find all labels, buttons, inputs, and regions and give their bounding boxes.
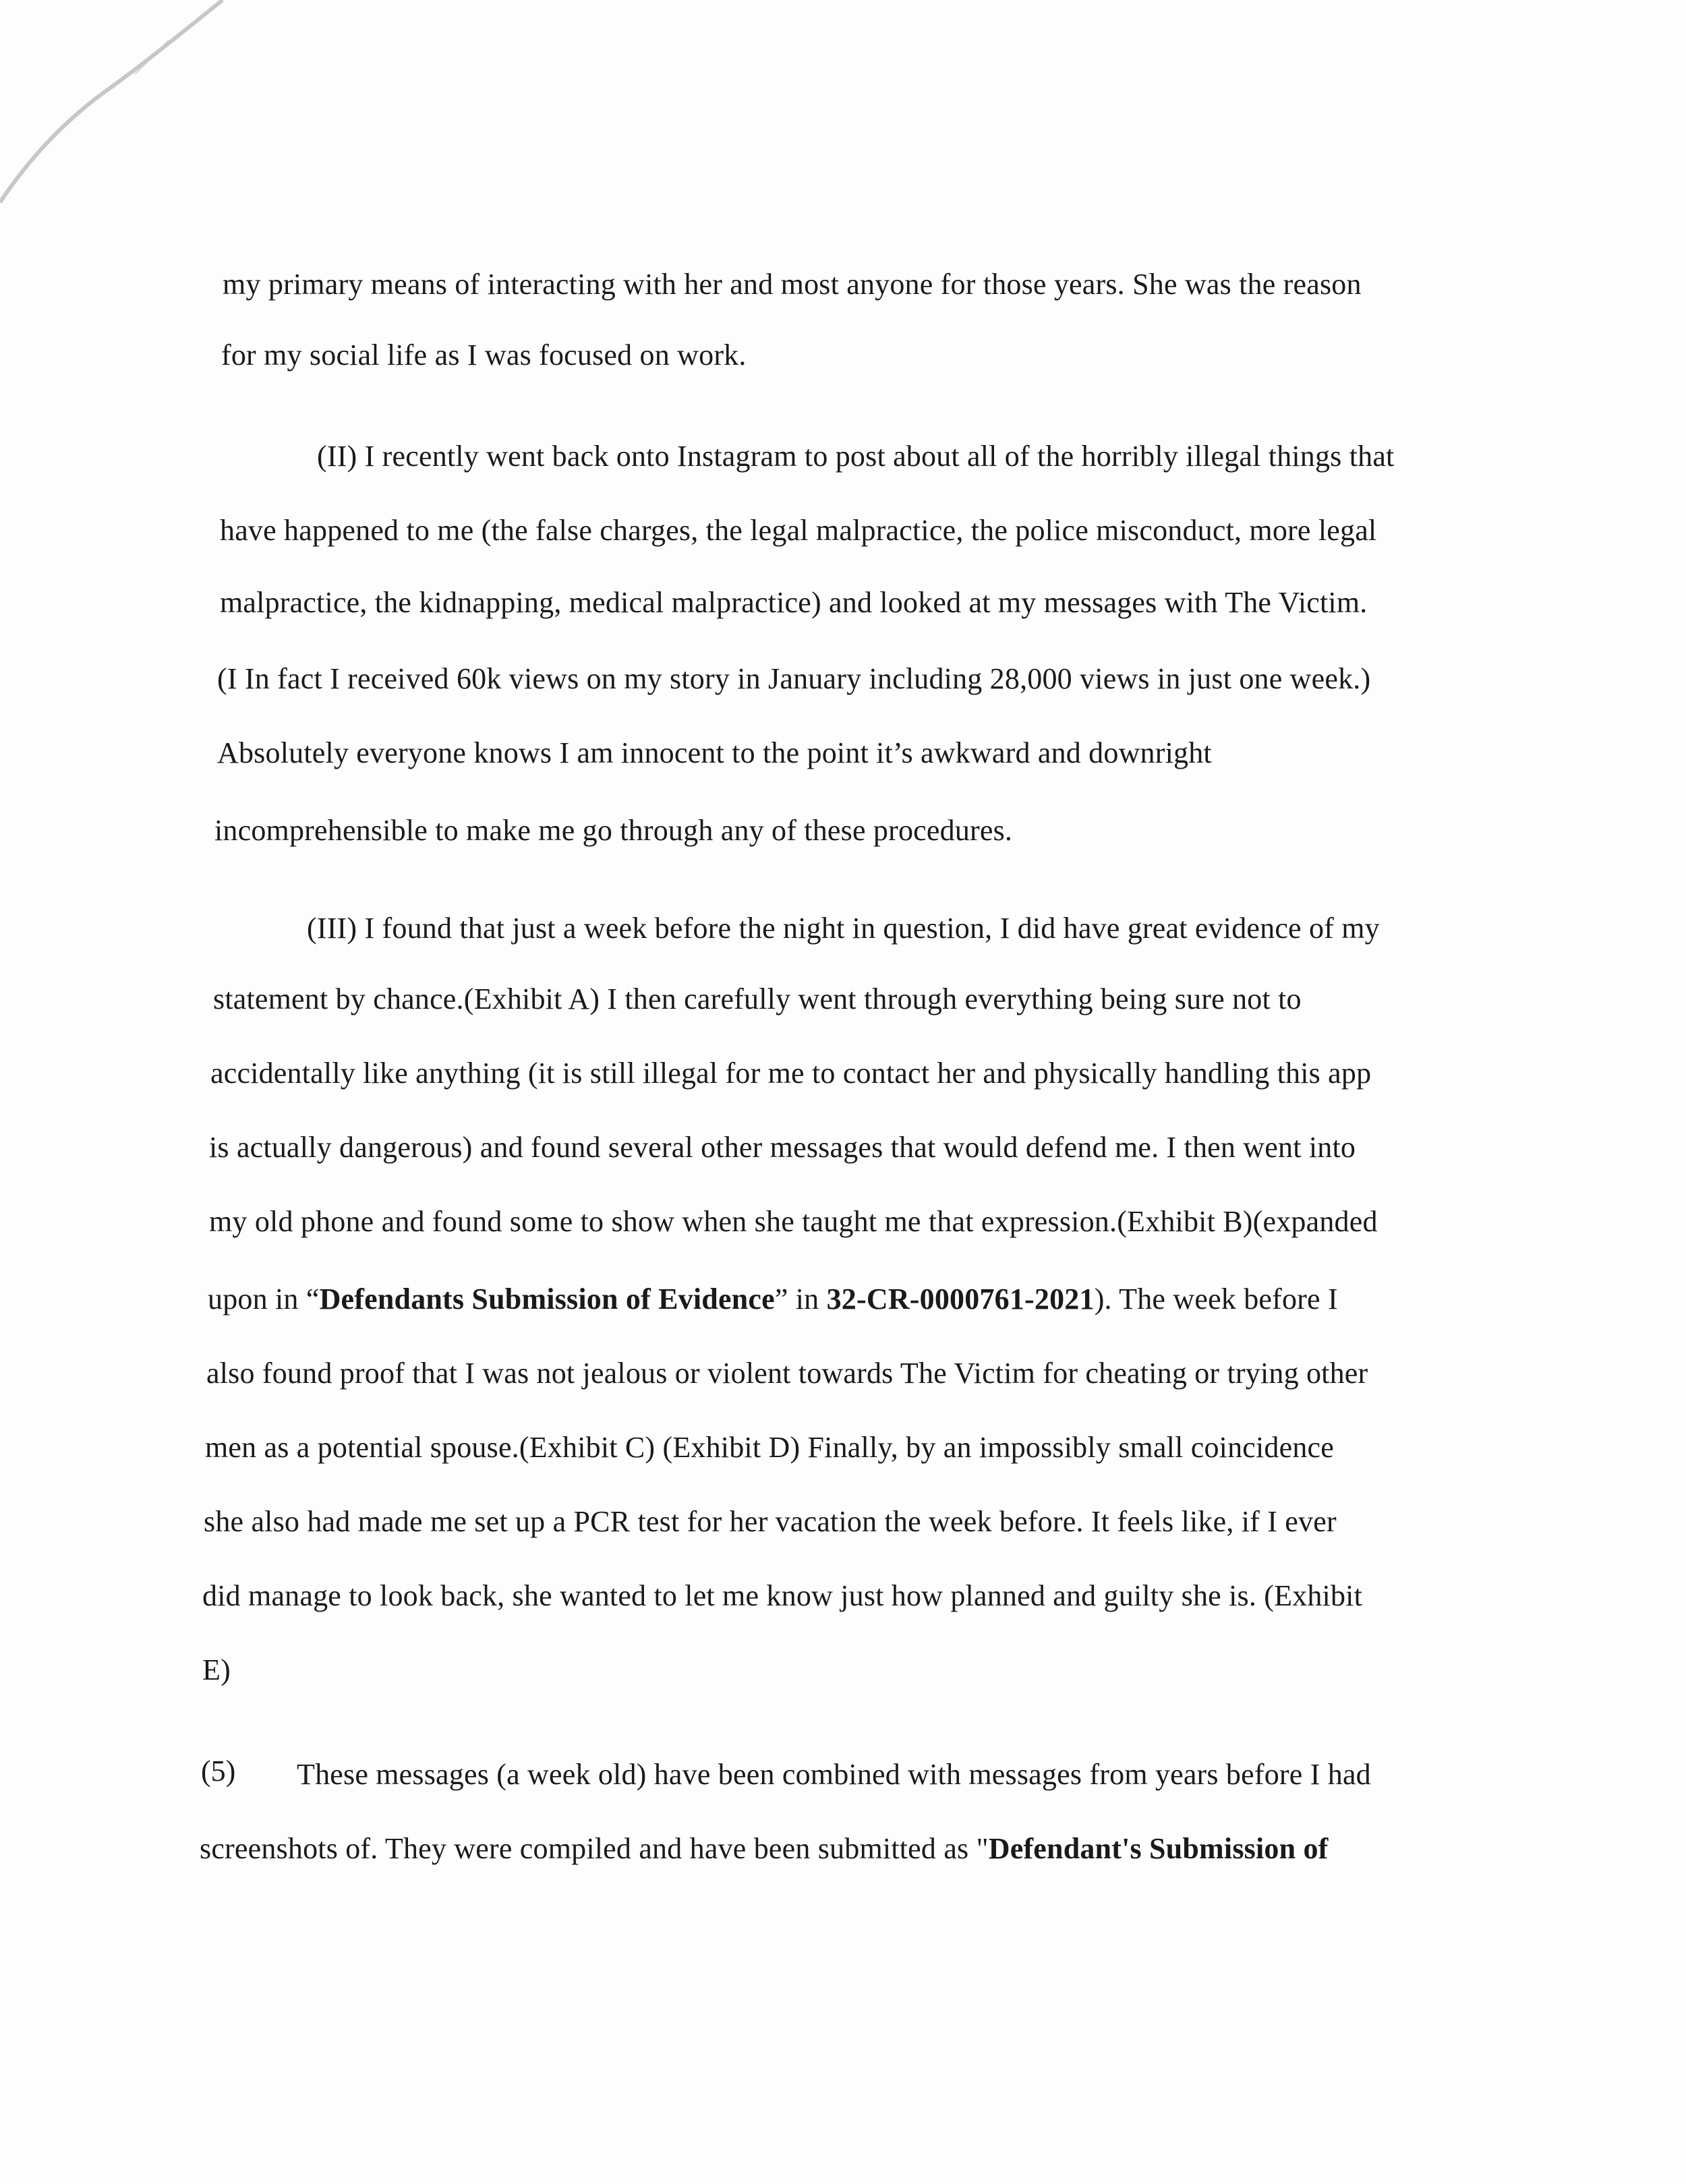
paragraph-II-line-3: malpractice, the kidnapping, medical malpractice) and looked at my messages with The Victim. <box>220 586 1368 619</box>
submission-title-bold: Defendant's Submission of <box>988 1832 1329 1865</box>
paragraph-III-line-11: E) <box>202 1653 231 1686</box>
paragraph-1-line-1: my primary means of interacting with her and most anyone for those years. She was the reason <box>223 268 1362 301</box>
paragraph-II-line-1: (II) I recently went back onto Instagram to post about all of the horribly illegal things that <box>317 440 1395 473</box>
paper-fold-mark <box>0 0 243 243</box>
paragraph-III-line-7: also found proof that I was not jealous or violent towards The Victim for cheating or trying other <box>206 1357 1368 1390</box>
case-number-bold: 32-CR-0000761-2021 <box>826 1282 1095 1316</box>
paragraph-II-line-5: Absolutely everyone knows I am innocent to the point it’s awkward and downright <box>217 736 1212 769</box>
paragraph-III-line-10: did manage to look back, she wanted to let me know just how planned and guilty she is. (Exhibit <box>202 1579 1363 1612</box>
paragraph-III-line-8: men as a potential spouse.(Exhibit C) (Exhibit D) Finally, by an impossibly small coincidence <box>205 1431 1335 1464</box>
line-6-middle: ” in <box>774 1282 827 1316</box>
paragraph-III-line-6 <box>208 1282 1338 1316</box>
paragraph-III-line-2: statement by chance.(Exhibit A) I then carefully went through everything being sure not to <box>213 982 1302 1015</box>
paragraph-II-line-2: have happened to me (the false charges, the legal malpractice, the police misconduct, more legal <box>220 514 1377 547</box>
paragraph-III-line-3: accidentally like anything (it is still illegal for me to contact her and physically handling this app <box>210 1057 1372 1090</box>
paragraph-II-line-4: (I In fact I received 60k views on my story in January including 28,000 views in just one week.) <box>217 662 1371 695</box>
line-2-prefix: screenshots of. They were compiled and have been submitted as " <box>200 1832 989 1865</box>
paragraph-III-line-5: my old phone and found some to show when she taught me that expression.(Exhibit B)(expanded <box>209 1205 1378 1238</box>
paragraph-II-line-6: incomprehensible to make me go through any of these procedures. <box>214 814 1013 847</box>
line-6-suffix: ). The week before I <box>1094 1282 1338 1316</box>
paragraph-1-line-2: for my social life as I was focused on work. <box>221 338 747 372</box>
line-6-prefix: upon in “ <box>208 1282 320 1316</box>
paragraph-III-line-4: is actually dangerous) and found several other messages that would defend me. I then went into <box>209 1131 1356 1164</box>
paragraph-III-line-1: (III) I found that just a week before the night in question, I did have great evidence of my <box>307 912 1380 945</box>
paragraph-5-line-2 <box>200 1834 1329 1864</box>
paragraph-III-line-9: she also had made me set up a PCR test for her vacation the week before. It feels like, if I ever <box>204 1505 1337 1538</box>
paragraph-5-line-1: These messages (a week old) have been combined with messages from years before I had <box>297 1758 1371 1791</box>
evidence-title-bold: Defendants Submission of Evidence <box>319 1282 775 1316</box>
paragraph-5-number: (5) <box>201 1754 236 1788</box>
